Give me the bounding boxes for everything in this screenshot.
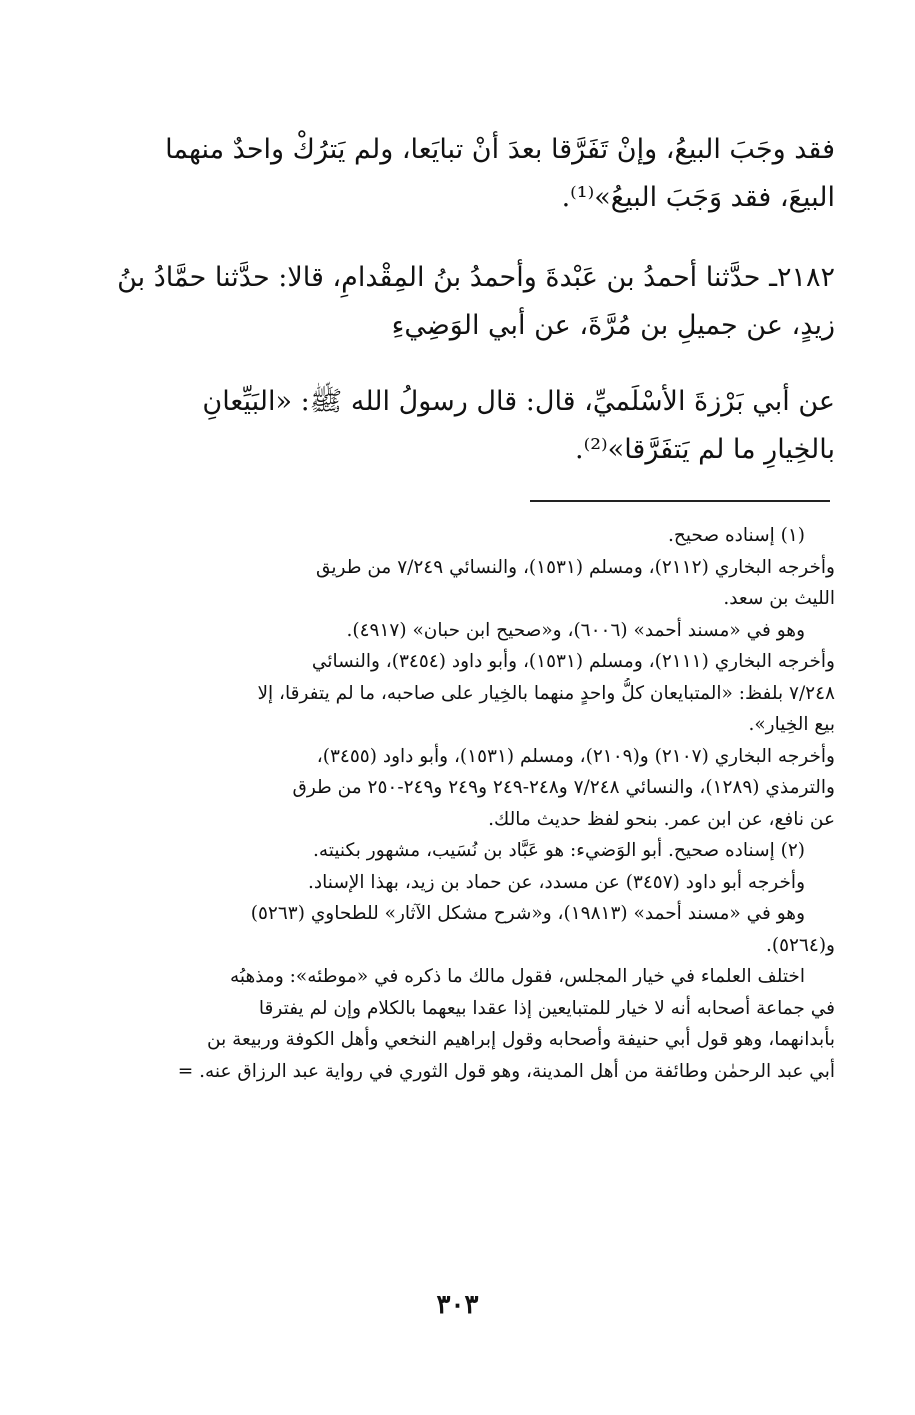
- footnote-line: الليث بن سعد.: [723, 588, 835, 609]
- footnote-line: وأخرجه البخاري (٢١٠٧) و(٢١٠٩)، ومسلم (١٥٣١)، وأبو داود (٣٤٥٥)،: [316, 745, 835, 767]
- footnote-line: وهو في «مسند أحمد» (١٩٨١٣)، و«شرح مشكل الآثار» للطحاوي (٥٢٦٣): [250, 903, 805, 924]
- footnote-separator: [530, 500, 830, 502]
- hadith-2182-matn: [79, 378, 835, 474]
- page-number: ٣٠٣: [436, 1290, 479, 1320]
- footnote-line: وهو في «مسند أحمد» (٦٠٠٦)، و«صحيح ابن حبان» (٤٩١٧).: [346, 619, 805, 641]
- footnote-line: اختلف العلماء في خيار المجلس، فقول مالك ما ذكره في «موطئه»: ومذهبُه: [229, 966, 805, 987]
- text-line: ٢١٨٢ـ حدَّثنا أحمدُ بن عَبْدةَ وأحمدُ بنُ المِقْدامِ، قالا: حدَّثنا حمَّادُ بنُ: [117, 262, 835, 293]
- footnote-line: (١) إسناده صحيح.: [668, 525, 805, 546]
- text-line: بالخِيارِ ما لم يَتفَرَّقا»⁽²⁾.: [575, 434, 835, 465]
- text-line: البيعَ، فقد وَجَبَ البيعُ»⁽¹⁾.: [561, 182, 835, 213]
- footnote-line: عن نافع، عن ابن عمر. بنحو لفظ حديث مالك.: [488, 808, 835, 830]
- hadith-2182-isnad: [79, 254, 835, 350]
- text-line: زيدٍ، عن جميلِ بن مُرَّةَ، عن أبي الوَضِيءِ: [391, 310, 835, 341]
- footnote-line: وأخرجه البخاري (٢١١١)، ومسلم (١٥٣١)، وأبو داود (٣٤٥٤)، والنسائي: [311, 651, 835, 672]
- footnote-line: و(٥٢٦٤).: [765, 934, 835, 956]
- footnote-line: والترمذي (١٢٨٩)، والنسائي ٧/٢٤٨ و٢٤٨-٢٤٩ و٢٤٩ و٢٤٩-٢٥٠ من طرق: [292, 777, 835, 798]
- footnote-line: بأبدانهما، وهو قول أبي حنيفة وأصحابه وقول إبراهيم النخعي وأهل الكوفة وربيعة بن: [207, 1029, 835, 1050]
- footnote-line: (٢) إسناده صحيح. أبو الوَضيء: هو عَبَّاد بن نُسَيب، مشهور بكنيته.: [312, 840, 805, 861]
- footnote-line: ٧/٢٤٨ بلفظ: «المتبايعان كلُّ واحدٍ منهما بالخِيار على صاحبه، ما لم يتفرقا، إلا: [257, 682, 835, 704]
- footnote-line: في جماعة أصحابه أنه لا خيار للمتبايعين إذا عقدا بيعهما بالكلام وإن لم يفترقا: [258, 997, 835, 1019]
- hadith-text-continued: [79, 126, 835, 222]
- footnote-line: أبي عبد الرحمٰن وطائفة من أهل المدينة، وهو قول الثوري في رواية عبد الرزاق عنه. =: [177, 1060, 835, 1082]
- footnote-line: وأخرجه البخاري (٢١١٢)، ومسلم (١٥٣١)، والنسائي ٧/٢٤٩ من طريق: [315, 556, 835, 578]
- text-line: عن أبي بَرْزةَ الأسْلَميِّ، قال: قال رسولُ الله ﷺ: «البَيِّعانِ: [202, 386, 835, 417]
- footnote-line: وأخرجه أبو داود (٣٤٥٧) عن مسدد، عن حماد بن زيد، بهذا الإسناد.: [308, 871, 805, 893]
- footnotes: [79, 520, 835, 1087]
- text-line: فقد وجَبَ البيعُ، وإنْ تَفَرَّقا بعدَ أنْ تبايَعا، ولم يَترُكْ واحدٌ منهما: [165, 134, 835, 165]
- footnote-line: بيع الخِيار».: [748, 714, 835, 735]
